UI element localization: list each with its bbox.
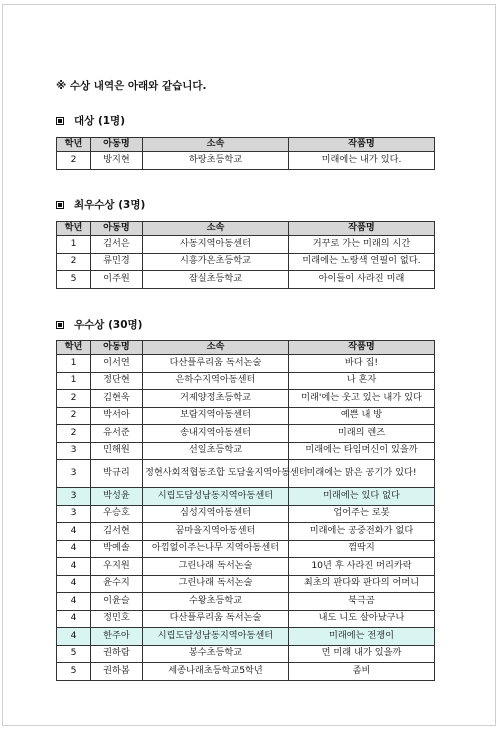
header-title: 작품명 [289, 222, 435, 236]
grade-cell: 3 [57, 505, 91, 523]
name-cell: 박예솔 [91, 540, 143, 558]
affiliation-cell: 심성지역아동센터 [143, 505, 289, 523]
name-cell: 정민호 [91, 610, 143, 628]
name-cell: 한주아 [91, 628, 143, 646]
merit-prize-table [56, 340, 435, 681]
table-header-row [57, 341, 435, 355]
grade-cell: 3 [57, 442, 91, 460]
name-cell: 우지원 [91, 558, 143, 576]
title-cell: 미래에는 있다 없다 [289, 488, 435, 506]
table-row [57, 523, 435, 541]
title-cell: 업어주는 로봇 [289, 505, 435, 523]
square-bullet-icon [56, 117, 64, 125]
affiliation-cell: 송내지역아동센터 [143, 425, 289, 443]
table-row [57, 355, 435, 373]
section-title-label: 최우수상 (3명) [74, 199, 146, 211]
grade-cell: 4 [57, 575, 91, 593]
affiliation-cell: 선일초등학교 [143, 442, 289, 460]
title-cell: 최초의 판다와 판다의 어머니 [289, 575, 435, 593]
name-cell: 김현욱 [91, 390, 143, 408]
title-cell: 미래에는 타임머신이 있을까 [289, 442, 435, 460]
table-row [57, 593, 435, 611]
title-cell: 아이들이 사라진 미래 [289, 271, 435, 289]
name-cell: 민해원 [91, 442, 143, 460]
name-cell: 김서현 [91, 523, 143, 541]
grade-cell: 1 [57, 372, 91, 390]
grade-cell: 4 [57, 610, 91, 628]
affiliation-cell: 꿈마을지역아동센터 [143, 523, 289, 541]
table-row [57, 663, 435, 681]
title-cell: 나 혼자 [289, 372, 435, 390]
grade-cell: 4 [57, 593, 91, 611]
header-grade: 학년 [57, 222, 91, 236]
table-row [57, 610, 435, 628]
name-cell: 유서준 [91, 425, 143, 443]
table-row [57, 558, 435, 576]
name-cell: 정단현 [91, 372, 143, 390]
grade-cell: 1 [57, 236, 91, 254]
table-row [57, 390, 435, 408]
affiliation-cell: 보람지역아동센터 [143, 407, 289, 425]
name-cell: 권하람 [91, 645, 143, 663]
title-cell: 좀비 [289, 663, 435, 681]
table-row [57, 505, 435, 523]
header-affiliation: 소속 [143, 222, 289, 236]
square-bullet-icon [56, 321, 64, 329]
title-cell: 내도 니도 살아났구나 [289, 610, 435, 628]
grade-cell: 2 [57, 407, 91, 425]
name-cell: 윤수지 [91, 575, 143, 593]
notice-text: ※ 수상 내역은 아래와 같습니다. [56, 80, 207, 92]
header-affiliation: 소속 [143, 341, 289, 355]
affiliation-cell: 정현사회적협동조합 도담울지역아동센터 [143, 460, 289, 488]
title-cell: 미래에는 노랑색 연필이 없다. [289, 253, 435, 271]
affiliation-cell: 시흥가온초등학교 [143, 253, 289, 271]
table-header-row [57, 222, 435, 236]
affiliation-cell: 시립도담성남동지역아동센터 [143, 628, 289, 646]
affiliation-cell: 하랑초등학교 [143, 152, 289, 170]
name-cell: 김서은 [91, 236, 143, 254]
grade-cell: 2 [57, 253, 91, 271]
title-cell: 미래에는 맑은 공기가 있다! [289, 460, 435, 488]
header-grade: 학년 [57, 138, 91, 152]
name-cell: 방지현 [91, 152, 143, 170]
table-header-row [57, 138, 435, 152]
affiliation-cell: 봉수초등학교 [143, 645, 289, 663]
header-name: 아동명 [91, 341, 143, 355]
table-row [57, 442, 435, 460]
grade-cell: 3 [57, 460, 91, 488]
table-row [57, 575, 435, 593]
table-row-highlighted [57, 628, 435, 646]
name-cell: 우승호 [91, 505, 143, 523]
square-bullet-icon [56, 201, 64, 209]
section-title-label: 대상 (1명) [74, 115, 125, 127]
excellence-prize-table [56, 221, 435, 289]
affiliation-cell: 다산플루리움 독서논술 [143, 355, 289, 373]
header-grade: 학년 [57, 341, 91, 355]
name-cell: 박서아 [91, 407, 143, 425]
name-cell: 이주원 [91, 271, 143, 289]
affiliation-cell: 사동지역아동센터 [143, 236, 289, 254]
affiliation-cell: 수왕초등학교 [143, 593, 289, 611]
title-cell: 예쁜 내 방 [289, 407, 435, 425]
grade-cell: 3 [57, 488, 91, 506]
title-cell: 껌딱지 [289, 540, 435, 558]
title-cell: 먼 미래 내가 있을까 [289, 645, 435, 663]
affiliation-cell: 그린나래 독서논술 [143, 558, 289, 576]
title-cell: 바다 집! [289, 355, 435, 373]
table-row [57, 236, 435, 254]
grade-cell: 4 [57, 558, 91, 576]
table-row [57, 372, 435, 390]
name-cell: 박성윤 [91, 488, 143, 506]
section-title-label: 우수상 (30명) [74, 319, 143, 331]
grade-cell: 1 [57, 355, 91, 373]
title-cell: 10년 후 사라진 머리카락 [289, 558, 435, 576]
affiliation-cell: 시립도담성남동지역아동센터 [143, 488, 289, 506]
title-cell: 미래의 렌즈 [289, 425, 435, 443]
grade-cell: 5 [57, 271, 91, 289]
title-cell: 미래'에는 웃고 있는 내가 있다 [289, 390, 435, 408]
affiliation-cell: 거제양정초등학교 [143, 390, 289, 408]
header-name: 아동명 [91, 222, 143, 236]
name-cell: 박규리 [91, 460, 143, 488]
header-title: 작품명 [289, 138, 435, 152]
table-row [57, 425, 435, 443]
title-cell: 미래에는 공중전화가 없다 [289, 523, 435, 541]
section-title-excellence-prize [56, 197, 145, 212]
grade-cell: 2 [57, 425, 91, 443]
grand-prize-table [56, 137, 435, 170]
affiliation-cell: 다산플루리움 독서논술 [143, 610, 289, 628]
title-cell: 북극곰 [289, 593, 435, 611]
table-row [57, 271, 435, 289]
affiliation-cell: 잠실초등학교 [143, 271, 289, 289]
header-affiliation: 소속 [143, 138, 289, 152]
section-title-merit-prize [56, 317, 142, 332]
table-row [57, 253, 435, 271]
grade-cell: 4 [57, 628, 91, 646]
name-cell: 권하봄 [91, 663, 143, 681]
section-title-grand-prize [56, 113, 125, 128]
title-cell: 미래에는 내가 있다. [289, 152, 435, 170]
name-cell: 이윤슬 [91, 593, 143, 611]
grade-cell: 2 [57, 390, 91, 408]
grade-cell: 4 [57, 540, 91, 558]
grade-cell: 5 [57, 663, 91, 681]
table-row-highlighted [57, 488, 435, 506]
table-row [57, 407, 435, 425]
title-cell: 미래에는 전쟁이 [289, 628, 435, 646]
table-row [57, 460, 435, 488]
grade-cell: 4 [57, 523, 91, 541]
table-row [57, 540, 435, 558]
name-cell: 류민경 [91, 253, 143, 271]
table-row [57, 645, 435, 663]
affiliation-cell: 은하수지역아동센터 [143, 372, 289, 390]
affiliation-cell: 그린나래 독서논술 [143, 575, 289, 593]
name-cell: 이서연 [91, 355, 143, 373]
grade-cell: 2 [57, 152, 91, 170]
affiliation-cell: 아낌없이주는나무 지역아동센터 [143, 540, 289, 558]
grade-cell: 5 [57, 645, 91, 663]
affiliation-cell: 세종나래초등학교5학년 [143, 663, 289, 681]
table-row [57, 152, 435, 170]
title-cell: 거꾸로 가는 미래의 시간 [289, 236, 435, 254]
header-title: 작품명 [289, 341, 435, 355]
header-name: 아동명 [91, 138, 143, 152]
